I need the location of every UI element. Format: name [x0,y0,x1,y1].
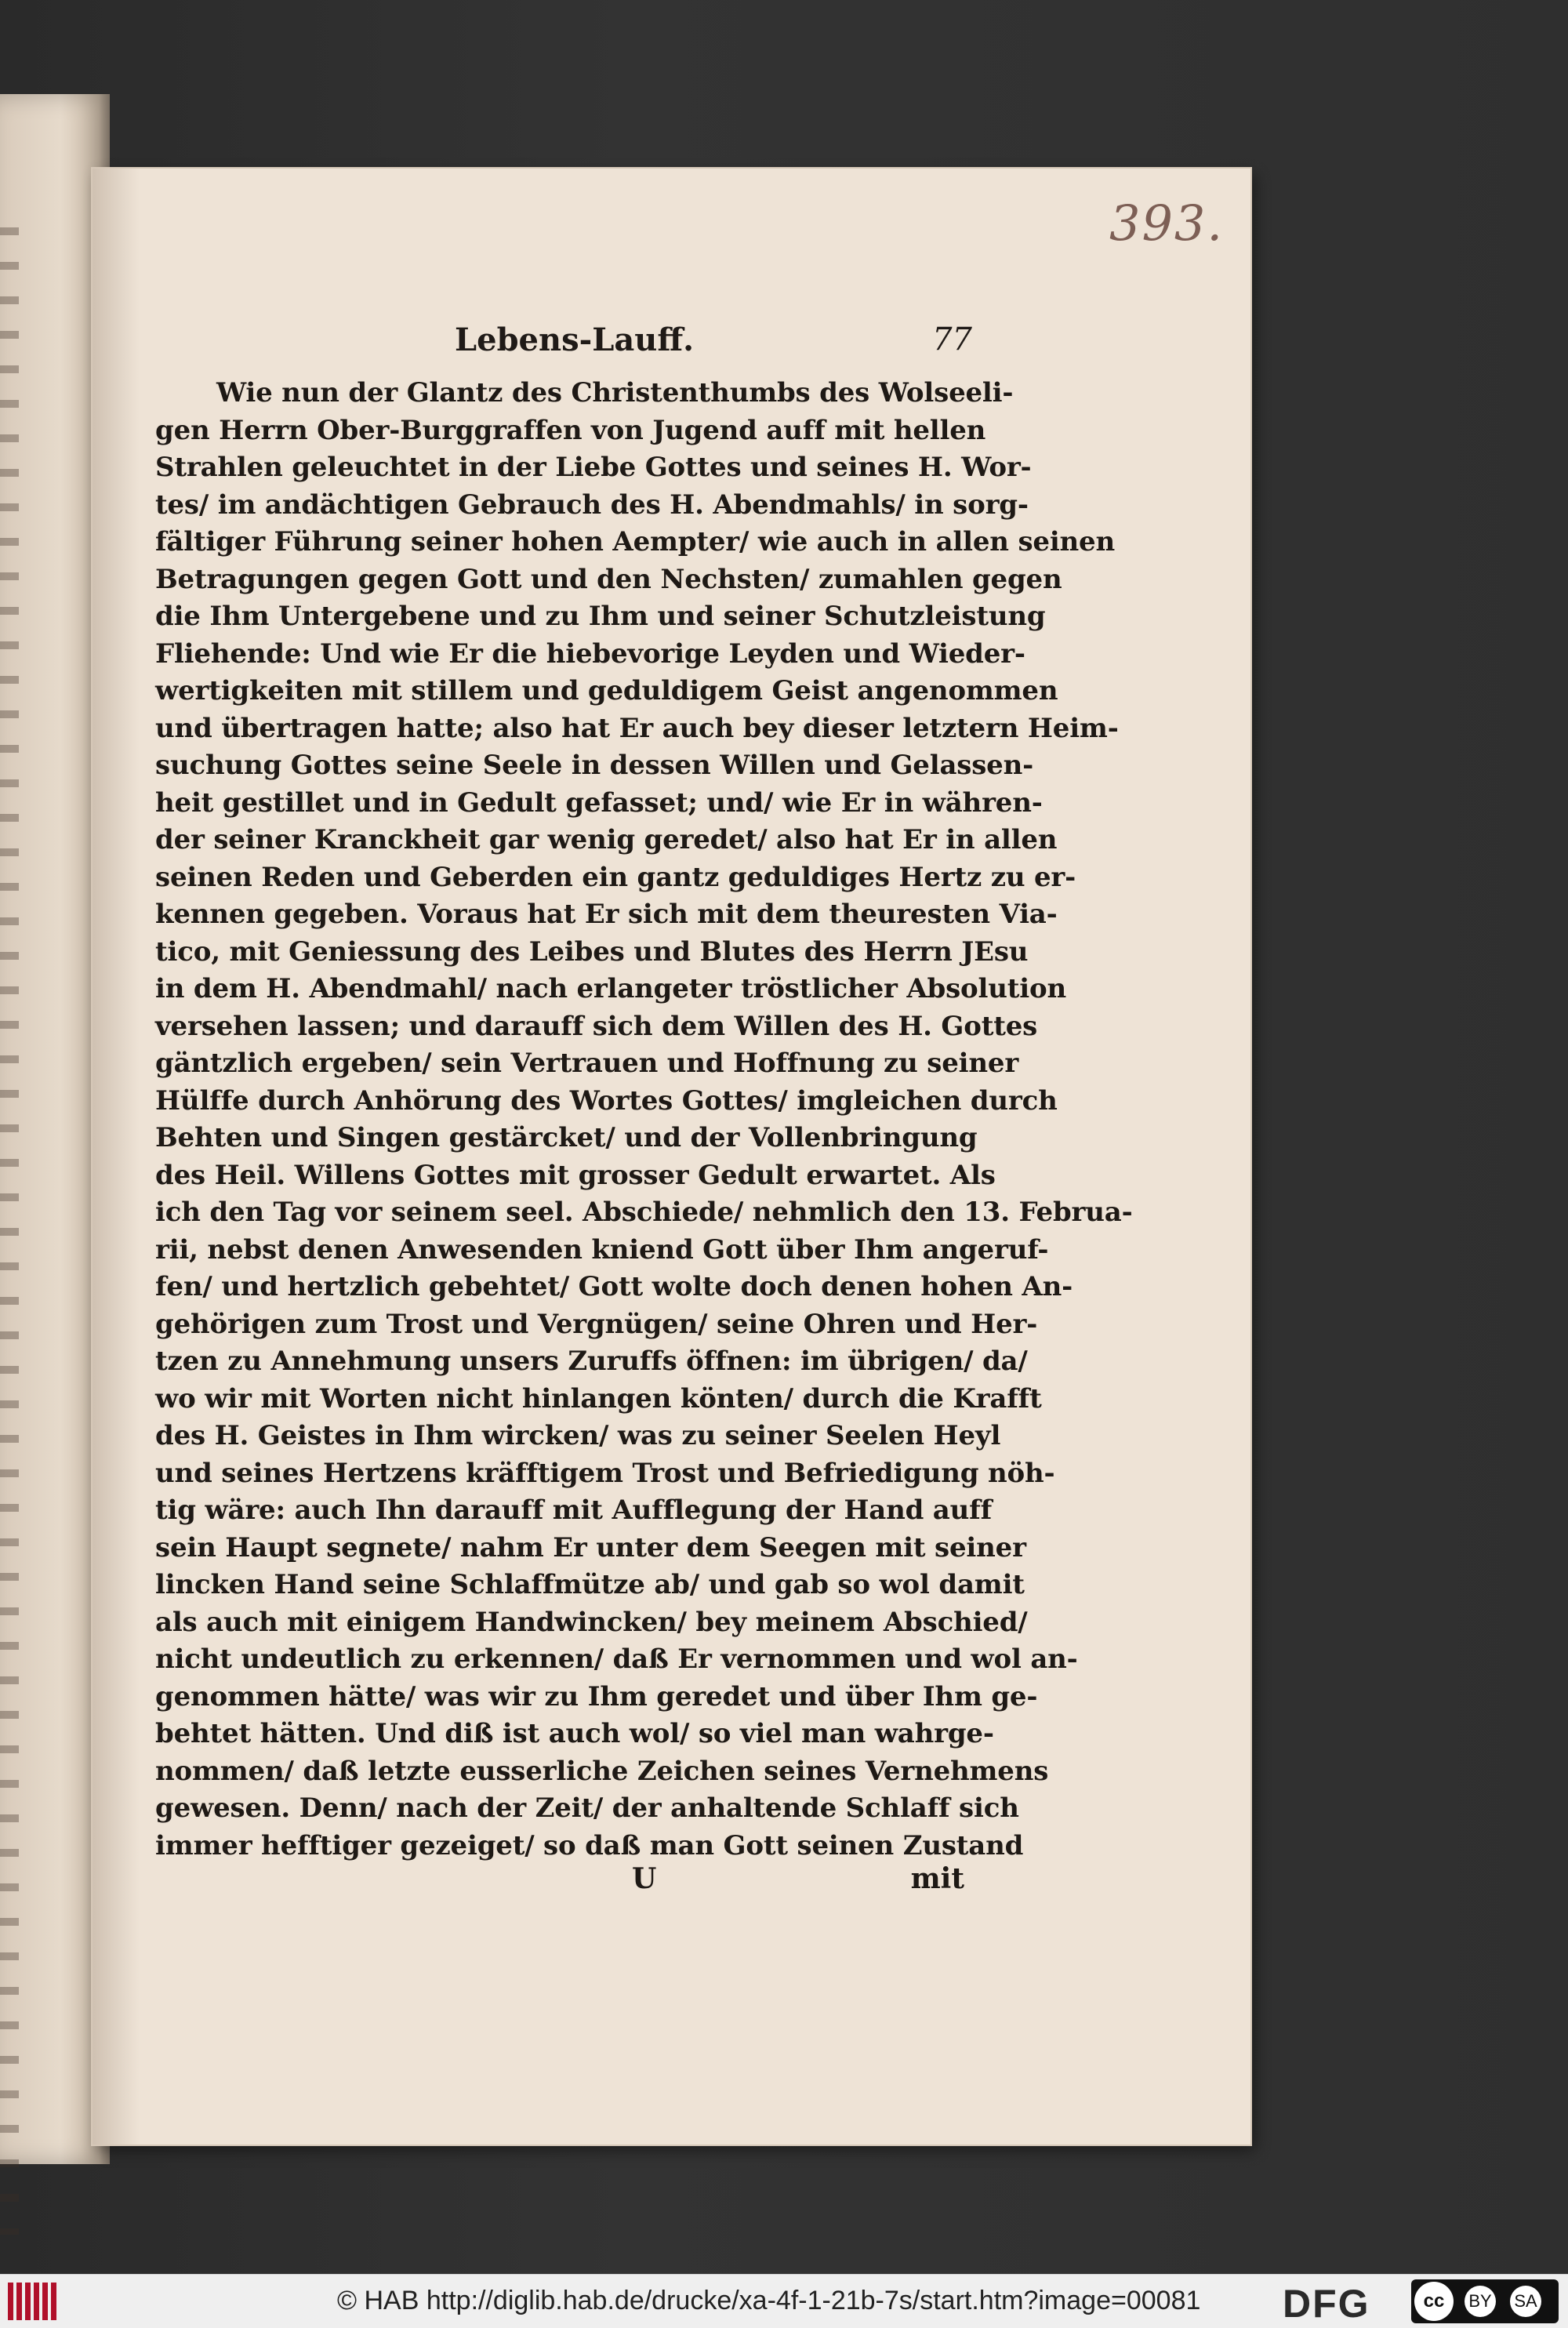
text-line: nicht undeutlich zu erkennen/ daß Er vernommen und wol an- [155,1643,1078,1675]
cc-icon: cc [1414,2282,1454,2321]
text-line: in dem H. Abendmahl/ nach erlangeter tröstlicher Absolution [155,973,1066,1004]
text-line: Fliehende: Und wie Er die hiebevorige Leyden und Wieder- [155,637,1025,670]
text-line: fen/ und hertzlich gebehtet/ Gott wolte doch denen hohen An- [155,1271,1073,1302]
text-line: Behten und Singen gestärcket/ und der Vollenbringung [155,1122,978,1153]
text-line: tes/ im andächtigen Gebrauch des H. Abendmahls/ in sorg- [155,488,1029,521]
cc-license-badge[interactable] [1411,2279,1559,2323]
text-line: immer hefftiger gezeiget/ so daß man Gott seinen Zustand [155,1829,1024,1861]
text-line: sein Haupt segnete/ nahm Er unter dem Seegen mit seiner [155,1531,1026,1564]
text-line: gehörigen zum Trost und Vergnügen/ seine Ohren und Her- [155,1308,1038,1340]
signature-mark: U [632,1862,657,1895]
text-line: Betragungen gegen Gott und den Nechsten/ zumahlen gegen [155,563,1062,595]
text-line: die Ihm Untergebene und zu Ihm und seiner Schutzleistung [155,601,1046,632]
text-line: der seiner Kranckheit gar wenig geredet/ also hat Er in allen [155,824,1058,855]
text-line: behtet hätten. Und diß ist auch wol/ so viel man wahrge- [155,1718,994,1749]
verso-text-bleed [0,227,19,2235]
text-line: als auch mit einigem Handwincken/ bey meinem Abschied/ [155,1606,1028,1638]
text-line: Hülffe durch Anhörung des Wortes Gottes/ imgleichen durch [155,1084,1058,1117]
text-line: wo wir mit Worten nicht hinlangen könten/ durch die Krafft [155,1382,1042,1415]
text-line: nommen/ daß letzte eusserliche Zeichen seines Vernehmens [155,1755,1049,1787]
body-text [155,375,1133,1865]
text-line: wertigkeiten mit stillem und geduldigem Geist angenommen [155,675,1058,706]
text-line: suchung Gottes seine Seele in dessen Willen und Gelassen- [155,750,1034,781]
text-line: fältiger Führung seiner hohen Aempter/ wie auch in allen seinen [155,526,1116,557]
sa-icon: SA [1510,2286,1541,2317]
running-head-title: Lebens-Lauff. [455,321,695,358]
handwritten-folio-number: 393. [1109,194,1225,252]
text-line: des Heil. Willens Gottes mit grosser Gedult erwartet. Als [155,1159,996,1191]
text-line: tico, mit Geniessung des Leibes und Blutes des Herrn JEsu [155,935,1029,968]
text-line: und übertragen hatte; also hat Er auch bey dieser letztern Heim- [155,712,1119,744]
dfg-logo[interactable]: DFG [1283,2282,1370,2326]
catchline [155,1862,964,1900]
text-line: Wie nun der Glantz des Christenthumbs des Wolseeli- [216,377,1014,409]
text-line: lincken Hand seine Schlaffmütze ab/ und gab so wol damit [155,1569,1025,1600]
text-line: Strahlen geleuchtet in der Liebe Gottes und seines H. Wor- [155,452,1032,483]
text-line: tig wäre: auch Ihn darauff mit Aufflegung der Hand auff [155,1494,993,1526]
text-line: genommen hätte/ was wir zu Ihm geredet und über Ihm ge- [155,1680,1038,1712]
text-line: ich den Tag vor seinem seel. Abschiede/ nehmlich den 13. Februa- [155,1197,1133,1228]
text-line: seinen Reden und Geberden ein gantz geduldiges Hertz zu er- [155,861,1076,893]
text-line: gäntzlich ergeben/ sein Vertrauen und Hoffnung zu seiner [155,1048,1019,1079]
by-icon: BY [1465,2286,1496,2317]
text-line: heit gestillet und in Gedult gefasset; und/ wie Er in währen- [155,786,1043,819]
page-number: 77 [932,321,972,358]
text-line: und seines Hertzens kräfftigem Trost und Befriedigung nöh- [155,1457,1055,1489]
text-line: versehen lassen; und darauff sich dem Willen des H. Gottes [155,1010,1038,1042]
text-line: rii, nebst denen Anwesenden kniend Gott über Ihm angeruf- [155,1233,1049,1266]
text-line: tzen zu Annehmung unsers Zuruffs öffnen: im übrigen/ da/ [155,1346,1028,1377]
hab-logo-icon[interactable] [8,2283,63,2320]
viewer-footer [0,2274,1568,2328]
catchword: mit [910,1862,964,1895]
copyright-link[interactable]: © HAB http://diglib.hab.de/drucke/xa-4f-1-21b-7s/start.htm?image=00081 [337,2286,1201,2315]
text-line: des H. Geistes in Ihm wircken/ was zu seiner Seelen Heyl [155,1420,1001,1451]
text-line: gewesen. Denn/ nach der Zeit/ der anhaltende Schlaff sich [155,1792,1019,1824]
text-line: gen Herrn Ober-Burggraffen von Jugend auff mit hellen [155,414,986,446]
text-line: kennen gegeben. Voraus hat Er sich mit dem theuresten Via- [155,899,1058,930]
